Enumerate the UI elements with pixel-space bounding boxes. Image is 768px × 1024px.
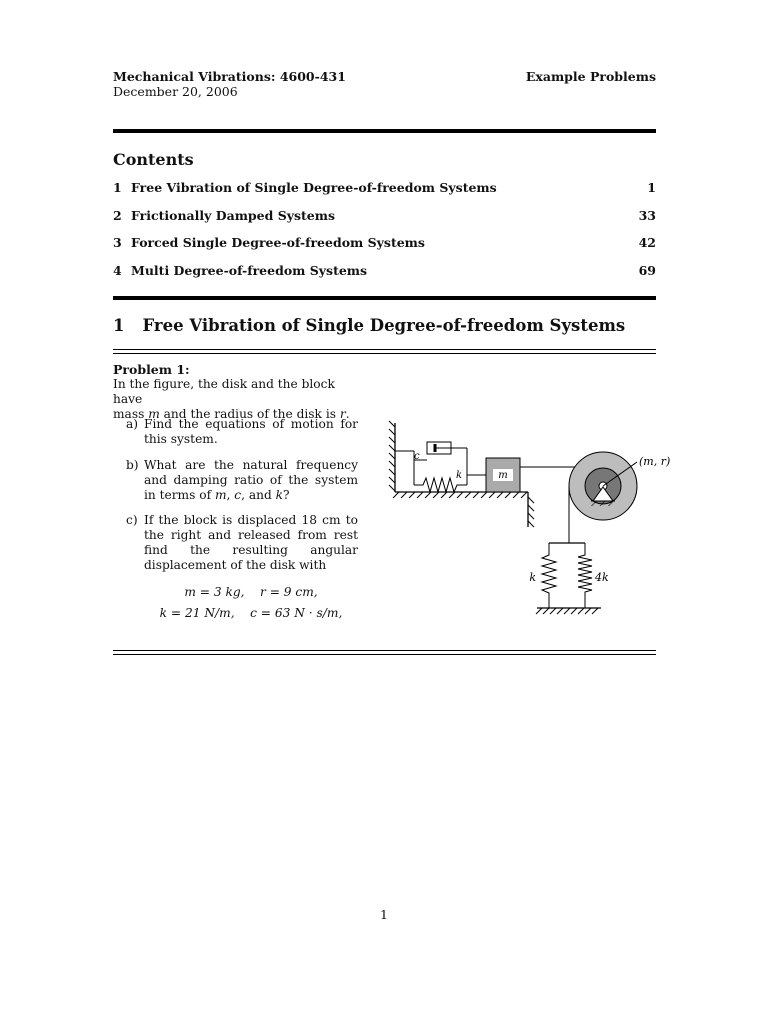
var-r: r (339, 407, 346, 421)
part-label: b) (126, 458, 139, 472)
label-c: c (414, 451, 420, 462)
problem-intro-line1: In the figure, the disk and the block have (113, 377, 335, 406)
label-k-top: k (456, 470, 463, 481)
intro-text: and the radius of the disk is (159, 407, 340, 421)
toc-number: 4 (113, 263, 122, 278)
var-m: m (214, 488, 227, 502)
section-title: Free Vibration of Single Degree-of-freedom Systems (142, 316, 626, 335)
section-number: 1 (113, 316, 125, 335)
floor (393, 492, 534, 527)
part-label: a) (126, 417, 139, 431)
left-wall (389, 421, 395, 492)
toc-number: 1 (113, 180, 122, 195)
contents-heading: Contents (113, 150, 194, 169)
var-c: c (234, 488, 242, 502)
problem-label: Problem 1: (113, 362, 190, 377)
label-disk: (m, r) (639, 455, 671, 468)
toc-title: Forced Single Degree-of-freedom Systems (131, 235, 425, 250)
sep: ? (283, 488, 290, 502)
toc-title: Frictionally Damped Systems (131, 208, 336, 223)
toc-number: 3 (113, 235, 122, 250)
label-4k: 4k (595, 571, 609, 584)
part-text: If the block is displaced 18 cm to the right and released from rest find the resulting angular displacement of the disk with (144, 513, 358, 572)
vertical-spring-k (542, 543, 556, 608)
var-m: m (148, 407, 160, 421)
section-heading (113, 316, 625, 335)
sep: , (226, 488, 235, 502)
toc-title: Multi Degree-of-freedom Systems (131, 263, 368, 278)
intro-text: . (345, 407, 350, 421)
toc-page: 69 (638, 263, 656, 278)
ground (536, 608, 601, 614)
rule-before-problem (113, 349, 656, 354)
rule-after-contents (113, 296, 656, 300)
toc-number: 2 (113, 208, 122, 223)
problem-part-a (126, 417, 358, 449)
rule-top (113, 129, 656, 133)
header-date: December 20, 2006 (113, 84, 238, 99)
header-right-title: Example Problems (525, 69, 656, 84)
equation-line-2: k = 21 N/m, c = 63 N · s/m, (159, 606, 343, 620)
sep: , and (241, 488, 276, 502)
horizontal-spring (414, 460, 486, 492)
toc-page: 33 (638, 208, 656, 223)
mechanism-figure (385, 415, 685, 630)
label-k-left: k (529, 571, 536, 584)
toc-page: 1 (647, 180, 656, 195)
equation-line-1: m = 3 kg, r = 9 cm, (184, 585, 318, 599)
rule-after-problem (113, 650, 656, 655)
problem-part-c (126, 513, 358, 575)
toc-title: Free Vibration of Single Degree-of-freedom Systems (131, 180, 497, 195)
var-k: k (275, 488, 284, 502)
label-m: m (498, 470, 508, 481)
disk (569, 452, 637, 520)
page-number: 1 (380, 907, 388, 922)
problem-intro (113, 377, 358, 422)
toc-page: 42 (638, 235, 656, 250)
header-course: Mechanical Vibrations: 4600-431 (113, 69, 346, 84)
part-text (144, 458, 358, 503)
intro-text: mass (113, 407, 149, 421)
vertical-spring-4k (578, 543, 592, 608)
part-label: c) (126, 513, 138, 527)
part-text: Find the equations of motion for this system. (144, 417, 358, 446)
problem-part-b (126, 458, 358, 504)
part-text-a: What are the natural frequency and damping ratio of the system in terms of (144, 458, 358, 502)
